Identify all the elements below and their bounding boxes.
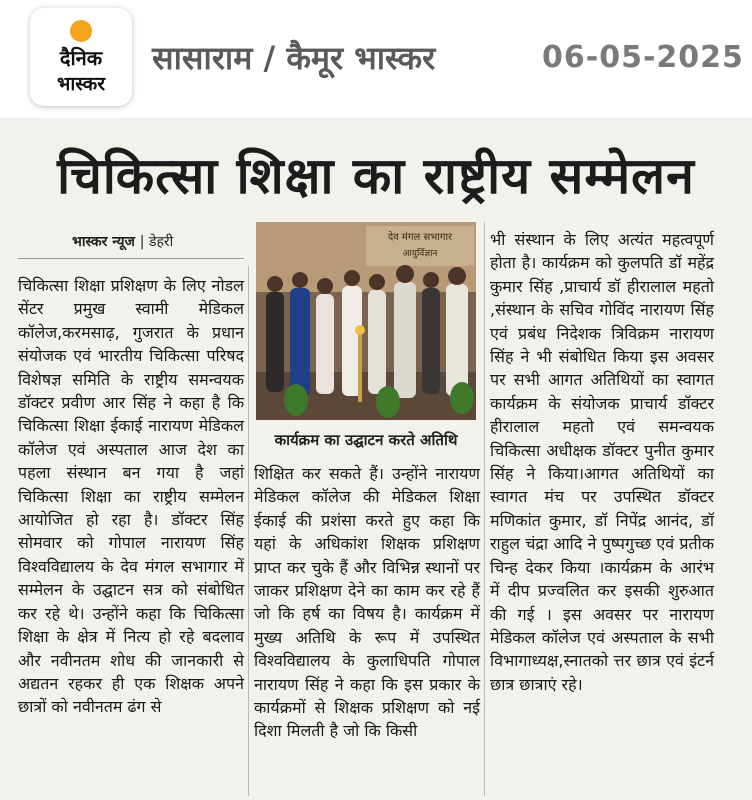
- column-divider: [248, 266, 249, 796]
- photo-caption: कार्यक्रम का उद्घाटन करते अतिथि: [274, 431, 458, 449]
- article-text: शिक्षित कर सकते हैं। उन्होंने नारायण मेडिकल कॉलेज की मेडिकल शिक्षा ईकाई की प्रशंसा करते हुए कहा कि यहां के अधिकांश शिक्षक प्रशिक्षण प्राप्त कर चुके हैं और विभिन्न स्थानों पर जाकर प्रशिक्षण देने का काम कर रहे हैं जो कि हर्ष का विषय है। कार्यक्रम में मुख्य अतिथि के रूप में उपस्थित विश्वविद्यालय के कुलाधिपति गोपाल नारायण सिंह ने कहा कि इस प्रकार के कार्यक्रमों से शिक्षक प्रशिक्षण को नई दिशा मिलती है जो कि किसी: [254, 464, 480, 741]
- photo-banner-subtext: आयुर्विज्ञान: [402, 249, 438, 259]
- article-column-2: [254, 462, 480, 743]
- article-column-3: [490, 228, 714, 696]
- publication-date: 06-05-2025: [542, 40, 744, 75]
- byline-place: | डेहरी: [139, 234, 174, 250]
- logo-line-1: दैनिक: [59, 46, 103, 70]
- logo-line-2: भास्कर: [56, 73, 106, 95]
- column-divider: [484, 222, 485, 796]
- article-text: चिकित्सा शिक्षा प्रशिक्षण के लिए नोडल सेंटर प्रमुख स्वामी मेडिकल कॉलेज,करमसाढ़, गुजरात के प्रधान संयोजक एवं भारतीय चिकित्सा परिषद विशेषज्ञ समिति के राष्ट्रीय समन्वयक डॉक्टर प्रवीण आर सिंह ने कहा है कि चिकित्सा शिक्षा ईकाई नारायण मेडिकल कॉलेज एवं अस्पताल आज देश का पहला संस्थान बन गया है जहां चिकित्सा शिक्षा का राष्ट्रीय सम्मेलन आयोजित हो रहा है। डॉक्टर सिंह सोमवार को गोपाल नारायण सिंह विश्वविद्यालय के देव मंगल सभागार में सम्मेलन के उद्घाटन सत्र को संबोधित कर रहे थे। उन्होंने कहा कि चिकित्सा शिक्षा के क्षेत्र में नित्य हो रहे बदलाव और नवीनतम शोध की जानकारी से अद्यतन रहकर ही एक शिक्षक अपने छात्रों को नवीनतम ढंग से: [18, 276, 244, 717]
- article-headline: चिकित्सा शिक्षा का राष्ट्रीय सम्मेलन: [57, 147, 695, 205]
- event-photo-image: [256, 222, 476, 420]
- newspaper-clipping: [0, 118, 752, 800]
- edition-title: सासाराम / कैमूर भास्कर: [152, 39, 436, 77]
- dainik-bhaskar-logo: [30, 8, 132, 106]
- article-column-1: [18, 274, 244, 719]
- event-photo: [256, 222, 476, 420]
- photo-banner-text: देव मंगल सभागार: [387, 232, 453, 243]
- sun-icon: [70, 20, 92, 42]
- byline-source: भास्कर न्यूज: [72, 234, 135, 250]
- article-text: भी संस्थान के लिए अत्यंत महत्वपूर्ण होता है। कार्यक्रम को कुलपति डॉ महेंद्र कुमार सिंह ,प्राचार्य डॉ हीरालाल महतो ,संस्थान के सचिव गोविंद नारायण सिंह एवं प्रबंध निदेशक त्रिविक्रम नारायण सिंह ने भी संबोधित किया इस अवसर पर सभी आगत अतिथियों का स्वागत कार्यक्रम के संयोजक प्राचार्य डॉक्टर हीरालाल महतो एवं समन्वयक चिकित्सा अधीक्षक डॉक्टर पुनीत कुमार सिंह ने किया।आगत अतिथियों का स्वागत मंच पर उपस्थित डॉक्टर मणिकांत कुमार, डॉ निपेंद्र आनंद, डॉ राहुल चंद्रा आदि ने पुष्पगुच्छ एवं प्रतीक चिन्ह देकर किया ।कार्यक्रम के आरंभ में दीप प्रज्वलित कर इसकी शुरुआत की गई । इस अवसर पर नारायण मेडिकल कॉलेज एवं अस्पताल के सभी विभागाध्यक्ष,स्नातको त्तर छात्र एवं इंटर्न छात्र छात्राएं रहे।: [490, 230, 714, 694]
- byline: [72, 232, 173, 251]
- byline-rule: [18, 258, 244, 259]
